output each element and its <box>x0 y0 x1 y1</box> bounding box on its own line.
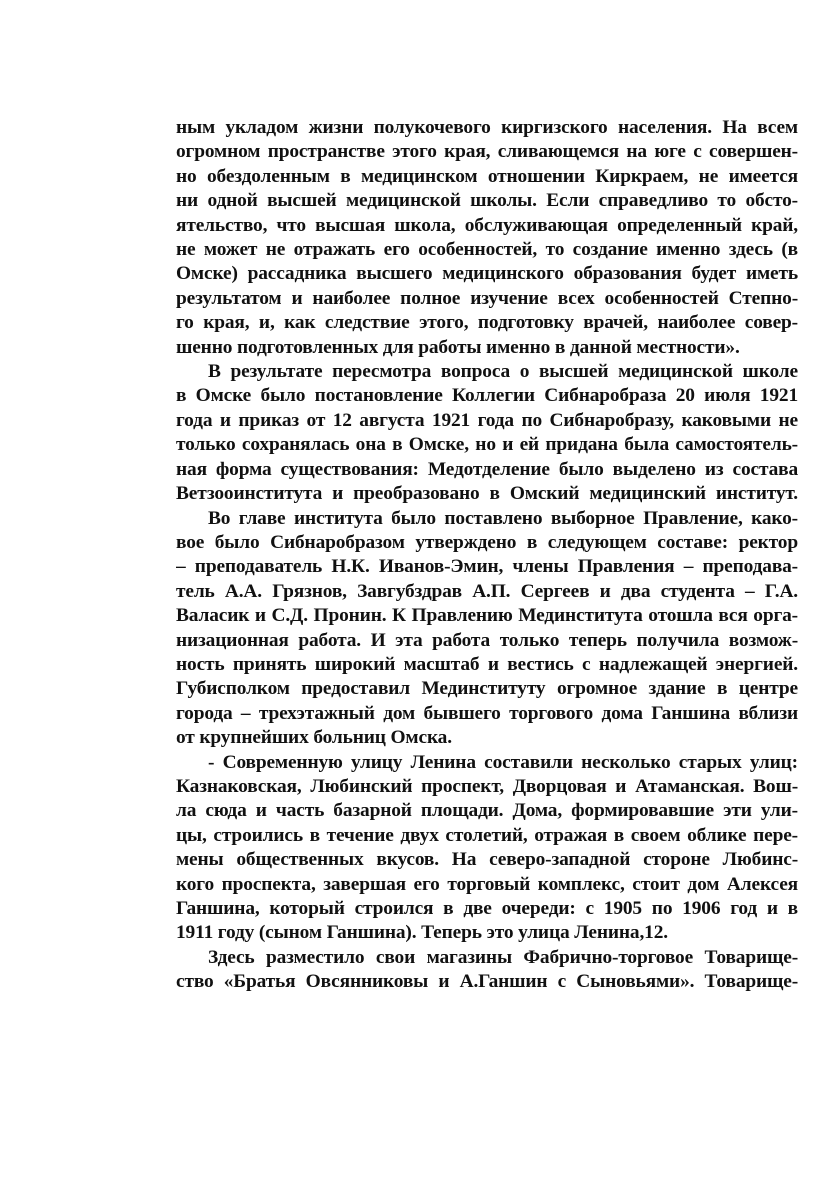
text-line: Омске) рассадника высшего медицинского образования будет иметь <box>176 263 798 285</box>
text-line: ство «Братья Овсянниковы и А.Ганшин с Сыновьями». Товарище- <box>176 971 798 993</box>
text-line: ла сюда и часть базарной площади. Дома, формировавшие эти ули- <box>176 800 798 822</box>
text-line: результатом и наиболее полное изучение всех особенностей Степно- <box>176 287 798 309</box>
paragraph <box>176 751 798 946</box>
text-line: от крупнейших больниц Омска. <box>176 727 452 749</box>
text-line: Ветзооинститута и преобразовано в Омский медицинский институт. <box>176 483 798 505</box>
text-line: Ганшина, который строился в две очереди: с 1905 по 1906 год и в <box>176 898 798 919</box>
text-line: го края, и, как следствие этого, подготовку врачей, наиболее совер- <box>176 312 798 334</box>
text-line: Здесь разместило свои магазины Фабрично-торговое Товарище- <box>208 946 798 968</box>
text-line: вое было Сибнаробразом утверждено в следующем составе: ректор <box>176 531 798 553</box>
text-line: - Современную улицу Ленина составили несколько старых улиц: <box>208 751 798 773</box>
text-line: не может не отражать его особенностей, то создание именно здесь (в <box>176 239 798 261</box>
text-line: ятельство, что высшая школа, обслуживающая определенный край, <box>176 214 798 236</box>
text-line: низационная работа. И эта работа только теперь получила возмож- <box>176 629 798 651</box>
text-line: ная форма существования: Медотделение было выделено из состава <box>176 458 798 480</box>
text-line: Казнаковская, Любинский проспект, Дворцовая и Атаманская. Вош- <box>176 775 798 797</box>
text-line: 1911 году (сыном Ганшина). Теперь это улица Ленина,12. <box>176 922 668 944</box>
text-line: ность принять широкий масштаб и вестись с надлежащей энергией. <box>176 653 798 675</box>
text-line: Во главе института было поставлено выборное Правление, како- <box>208 507 798 529</box>
text-line: Губисполком предоставил Мединституту огромное здание в центре <box>176 678 798 700</box>
body-text <box>176 116 798 995</box>
text-line: города – трехэтажный дом бывшего торгового дома Ганшина вблизи <box>176 702 798 724</box>
text-line: года и приказ от 12 августа 1921 года по Сибнаробразу, каковыми не <box>176 409 798 431</box>
text-line: ным укладом жизни полукочевого киргизского населения. На всем <box>176 117 798 138</box>
text-line: только сохранялась она в Омске, но и ей придана была самостоятель- <box>176 434 798 456</box>
text-line: огромном пространстве этого края, сливающемся на юге с совершен- <box>176 141 798 163</box>
text-line: в Омске было постановление Коллегии Сибнаробраза 20 июля 1921 <box>176 385 798 407</box>
text-line: Валасик и С.Д. Пронин. К Правлению Мединститута отошла вся орга- <box>176 605 798 627</box>
paragraph <box>176 507 798 751</box>
paragraph <box>176 116 798 360</box>
paragraph <box>176 946 798 995</box>
text-line: тель А.А. Грязнов, Завгубздрав А.П. Сергеев и два студента – Г.А. <box>176 580 798 602</box>
text-line: шенно подготовленных для работы именно в данной местности». <box>176 336 740 358</box>
text-line: но обездоленным в медицинском отношении Киркраем, не имеется <box>176 165 798 187</box>
text-line: цы, строились в течение двух столетий, отражая в своем облике пере- <box>176 824 798 846</box>
text-line: – преподаватель Н.К. Иванов-Эмин, члены Правления – преподава- <box>176 556 798 578</box>
text-line: ни одной высшей медицинской школы. Если справедливо то обсто- <box>176 190 798 212</box>
paragraph <box>176 360 798 506</box>
text-line: кого проспекта, завершая его торговый комплекс, стоит дом Алексея <box>176 873 798 895</box>
text-line: В результате пересмотра вопроса о высшей медицинской школе <box>208 361 798 383</box>
text-line: мены общественных вкусов. На северо-западной стороне Любинс- <box>176 849 798 871</box>
